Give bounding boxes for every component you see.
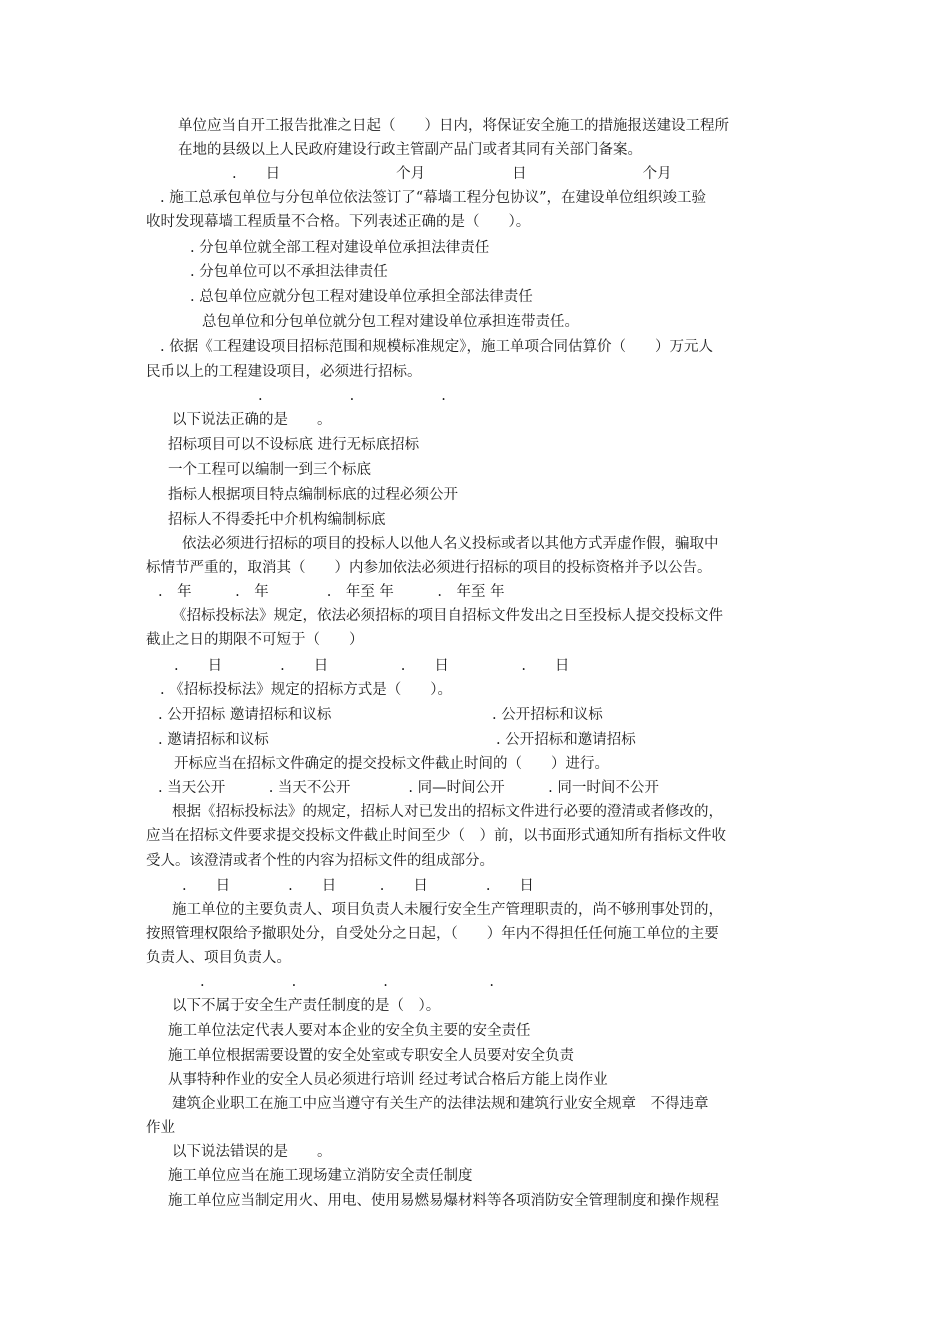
q9-stem-line3: 受人。该澄清或者个性的内容为招标文件的组成部分。 <box>146 853 494 869</box>
q2-stem-line1: . 施工总承包单位与分包单位依法签订了“幕墙工程分包协议”，在建设单位组织竣工验 <box>160 190 707 206</box>
q12-option-a: 施工单位应当在施工现场建立消防安全责任制度 <box>168 1168 473 1184</box>
q9-stem-line2: 应当在招标文件要求提交投标文件截止时间至少（ ）前，以书面形式通知所有指标文件收 <box>146 828 726 844</box>
q2-option-b: . 分包单位可以不承担法律责任 <box>190 264 388 280</box>
q7-option-d: . 公开招标和邀请招标 <box>496 732 636 748</box>
q6-options: . 日 . 日 . 日 . 日 <box>174 658 570 674</box>
q4-stem: 以下说法正确的是 。 <box>172 412 332 428</box>
q9-stem-line1: 根据《招标投标法》的规定，招标人对已发出的招标文件进行必要的澄清或者修改的， <box>172 804 723 820</box>
q5-options: . 年 . 年 . 年至 年 . 年至 年 <box>158 584 505 600</box>
q11-option-c: 从事特种作业的安全人员必须进行培训 经过考试合格后方能上岗作业 <box>168 1072 608 1088</box>
q10-stem-line1: 施工单位的主要负责人、项目负责人未履行安全生产管理职责的，尚不够刑事处罚的， <box>172 902 723 918</box>
q11-option-d-line2: 作业 <box>146 1120 175 1136</box>
q6-stem-line1: 《招标投标法》规定，依法必须招标的项目自招标文件发出之日至投标人提交投标文件 <box>172 608 723 624</box>
q3-stem-line1: . 依据《工程建设项目招标范围和规模标准规定》，施工单项合同估算价（ ）万元人 <box>160 339 713 355</box>
q12-stem: 以下说法错误的是 。 <box>172 1144 332 1160</box>
q10-stem-line3: 负责人、项目负责人。 <box>146 950 291 966</box>
q3-options: . . . <box>258 388 446 404</box>
q11-option-a: 施工单位法定代表人要对本企业的安全负主要的安全责任 <box>168 1023 531 1039</box>
q11-stem: 以下不属于安全生产责任制度的是（ ）。 <box>172 998 441 1014</box>
q11-option-d-line1: 建筑企业职工在施工中应当遵守有关生产的法律法规和建筑行业安全规章 不得违章 <box>172 1096 709 1112</box>
q7-option-a: . 公开招标 邀请招标和议标 <box>158 707 332 723</box>
q6-stem-line2: 截止之日的期限不可短于（ ） <box>146 632 364 648</box>
q12-option-b: 施工单位应当制定用火、用电、使用易燃易爆材料等各项消防安全管理制度和操作规程 <box>168 1193 719 1209</box>
q8-stem: 开标应当在招标文件确定的提交投标文件截止时间的（ ）进行。 <box>174 756 609 772</box>
q7-stem: . 《招标投标法》规定的招标方式是（ ）。 <box>160 682 452 698</box>
q9-options: . 日 . 日 . 日 . 日 <box>182 878 534 894</box>
q5-stem-line2: 标情节严重的，取消其（ ）内参加依法必须进行招标的项目的投标资格并予以公告。 <box>146 560 712 576</box>
q1-stem-line2: 在地的县级以上人民政府建设行政主管副产品门或者其同有关部门备案。 <box>178 142 642 158</box>
q1-stem-line1: 单位应当自开工报告批准之日起（ ）日内，将保证安全施工的措施报送建设工程所 <box>178 118 729 134</box>
q4-option-b: 一个工程可以编制一到三个标底 <box>168 462 371 478</box>
q2-stem-line2: 收时发现幕墙工程质量不合格。下列表述正确的是（ ）。 <box>146 214 531 230</box>
q4-option-d: 招标人不得委托中介机构编制标底 <box>168 512 386 528</box>
q10-stem-line2: 按照管理权限给予撤职处分，自受处分之日起，（ ）年内不得担任任何施工单位的主要 <box>146 926 719 942</box>
q4-option-c: 指标人根据项目特点编制标底的过程必须公开 <box>168 487 458 503</box>
q8-options: . 当天公开 . 当天不公开 . 同—时间公开 . 同一时间不公开 <box>158 780 659 796</box>
q10-options: . . . . <box>200 974 494 990</box>
q11-option-b: 施工单位根据需要设置的安全处室或专职安全人员要对安全负责 <box>168 1048 574 1064</box>
q3-stem-line2: 民币以上的工程建设项目，必须进行招标。 <box>146 364 422 380</box>
q5-stem-line1: 依法必须进行招标的项目的投标人以他人名义投标或者以其他方式弄虚作假，骗取中 <box>182 536 719 552</box>
q4-option-a: 招标项目可以不设标底 进行无标底招标 <box>168 437 420 453</box>
q2-option-a: . 分包单位就全部工程对建设单位承担法律责任 <box>190 240 490 256</box>
q7-option-c: . 邀请招标和议标 <box>158 732 269 748</box>
q2-option-c: . 总包单位应就分包工程对建设单位承担全部法律责任 <box>190 289 533 305</box>
q2-option-d: 总包单位和分包单位就分包工程对建设单位承担连带责任。 <box>202 314 579 330</box>
q7-option-b: . 公开招标和议标 <box>492 707 603 723</box>
q1-options: . 日 个月 日 个月 <box>232 166 672 182</box>
